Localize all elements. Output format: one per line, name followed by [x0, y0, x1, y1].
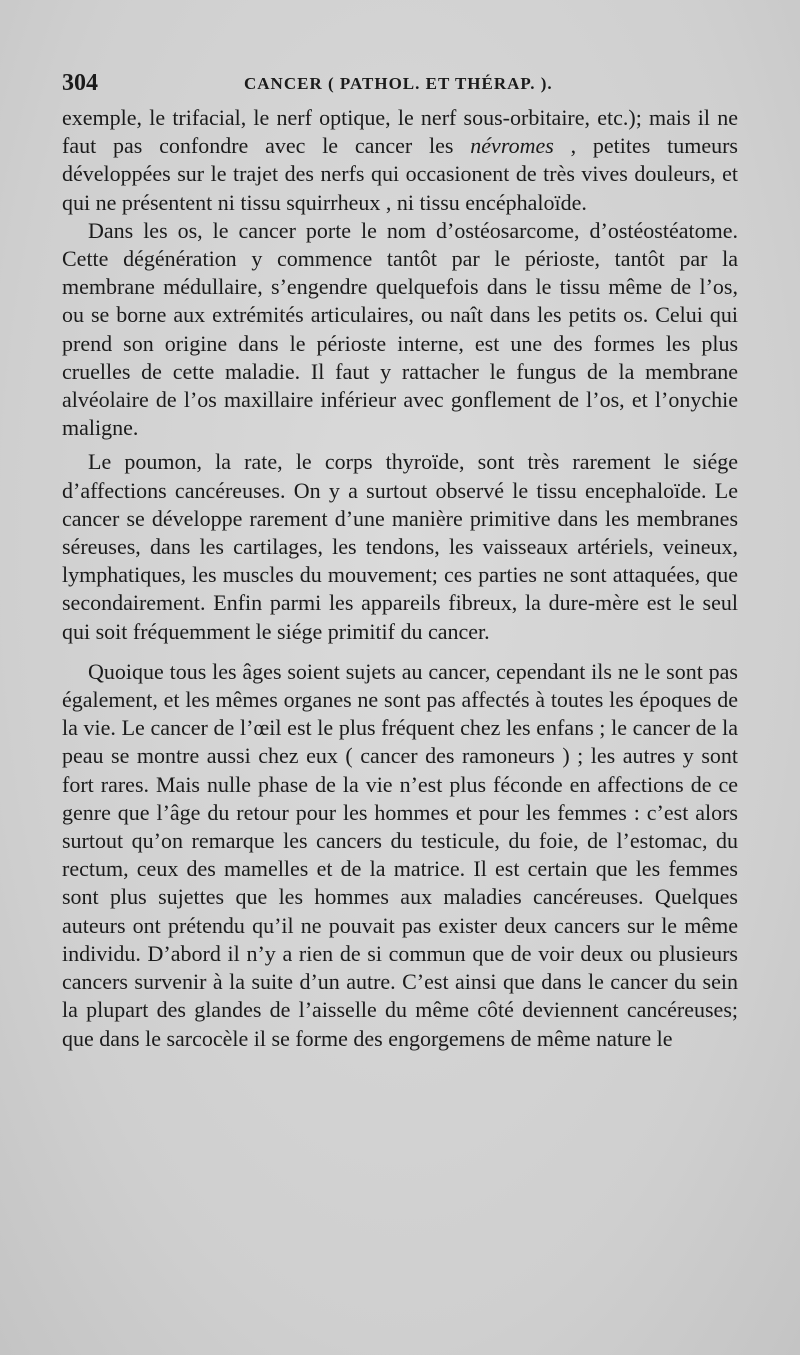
- paragraph-continuation: [62, 104, 738, 217]
- paragraph-text: exemple, le trifacial, le nerf optique, le nerf sous-orbitaire, etc.); mais il ne faut pas confondre avec le cancer les: [62, 105, 738, 159]
- paragraph-text: , petites tumeurs développées sur le trajet des nerfs qui occasionent de très vives douleurs, et qui ne présentent ni tissu squirrheux , ni tissu encéphaloïde.: [62, 133, 738, 215]
- paragraph-bones: Dans les os, le cancer porte le nom d’ostéosarcome, d’ostéostéatome. Cette dégénération y commence tantôt par le périoste, tantôt par la membrane médullaire, s’engendre quelquefois dans le tissu même de l’os, ou se borne aux extrémités articulaires, ou naît dans les petits os. Celui qui prend son origine dans le périoste interne, est une des formes les plus cruelles de cette maladie. Il faut y rattacher le fungus de la membrane alvéolaire de l’os maxillaire inférieur avec gonflement de l’os, et l’onychie maligne.: [62, 217, 738, 441]
- page-header: [62, 70, 742, 100]
- page-number: 304: [62, 70, 98, 96]
- running-head: CANCER ( PATHOL. ET THÉRAP. ).: [244, 74, 553, 93]
- body-text: [62, 104, 738, 1053]
- paragraph-organs: Le poumon, la rate, le corps thyroïde, sont très rarement le siége d’affections cancéreuses. On y a surtout observé le tissu encephaloïde. Le cancer se développe rarement d’une manière primitive dans les membranes séreuses, dans les cartilages, les tendons, les vaisseaux artériels, veineux, lymphatiques, les muscles du mouvement; ces parties ne sont attaquées, que secondairement. Enfin parmi les appareils fibreux, la dure-mère est le seul qui soit fréquemment le siége primitif du cancer.: [62, 449, 738, 644]
- italic-term: névromes: [470, 133, 554, 159]
- paragraph-ages: Quoique tous les âges soient sujets au cancer, cependant ils ne le sont pas également, et les mêmes organes ne sont pas affectés à toutes les époques de la vie. Le cancer de l’œil est le plus fréquent chez les enfans ; le cancer de la peau se montre aussi chez eux ( cancer des ramoneurs ) ; les autres y sont fort rares. Mais nulle phase de la vie n’est plus féconde en affections de ce genre que l’âge du retour pour les hommes et pour les femmes : c’est alors surtout qu’on remarque les cancers du testicule, du foie, de l’estomac, du rectum, ceux des mamelles et de la matrice. Il est certain que les femmes sont plus sujettes que les hommes aux maladies cancéreuses. Quelques auteurs ont prétendu qu’il ne pouvait pas exister deux cancers sur le même individu. D’abord il n’y a rien de si commun que de voir deux ou plusieurs cancers survenir à la suite d’un autre. C’est ainsi que dans le cancer du sein la plupart des glandes de l’aisselle du même côté deviennent cancéreuses; que dans le sarcocèle il se forme des engorgemens de même nature le: [62, 658, 738, 1051]
